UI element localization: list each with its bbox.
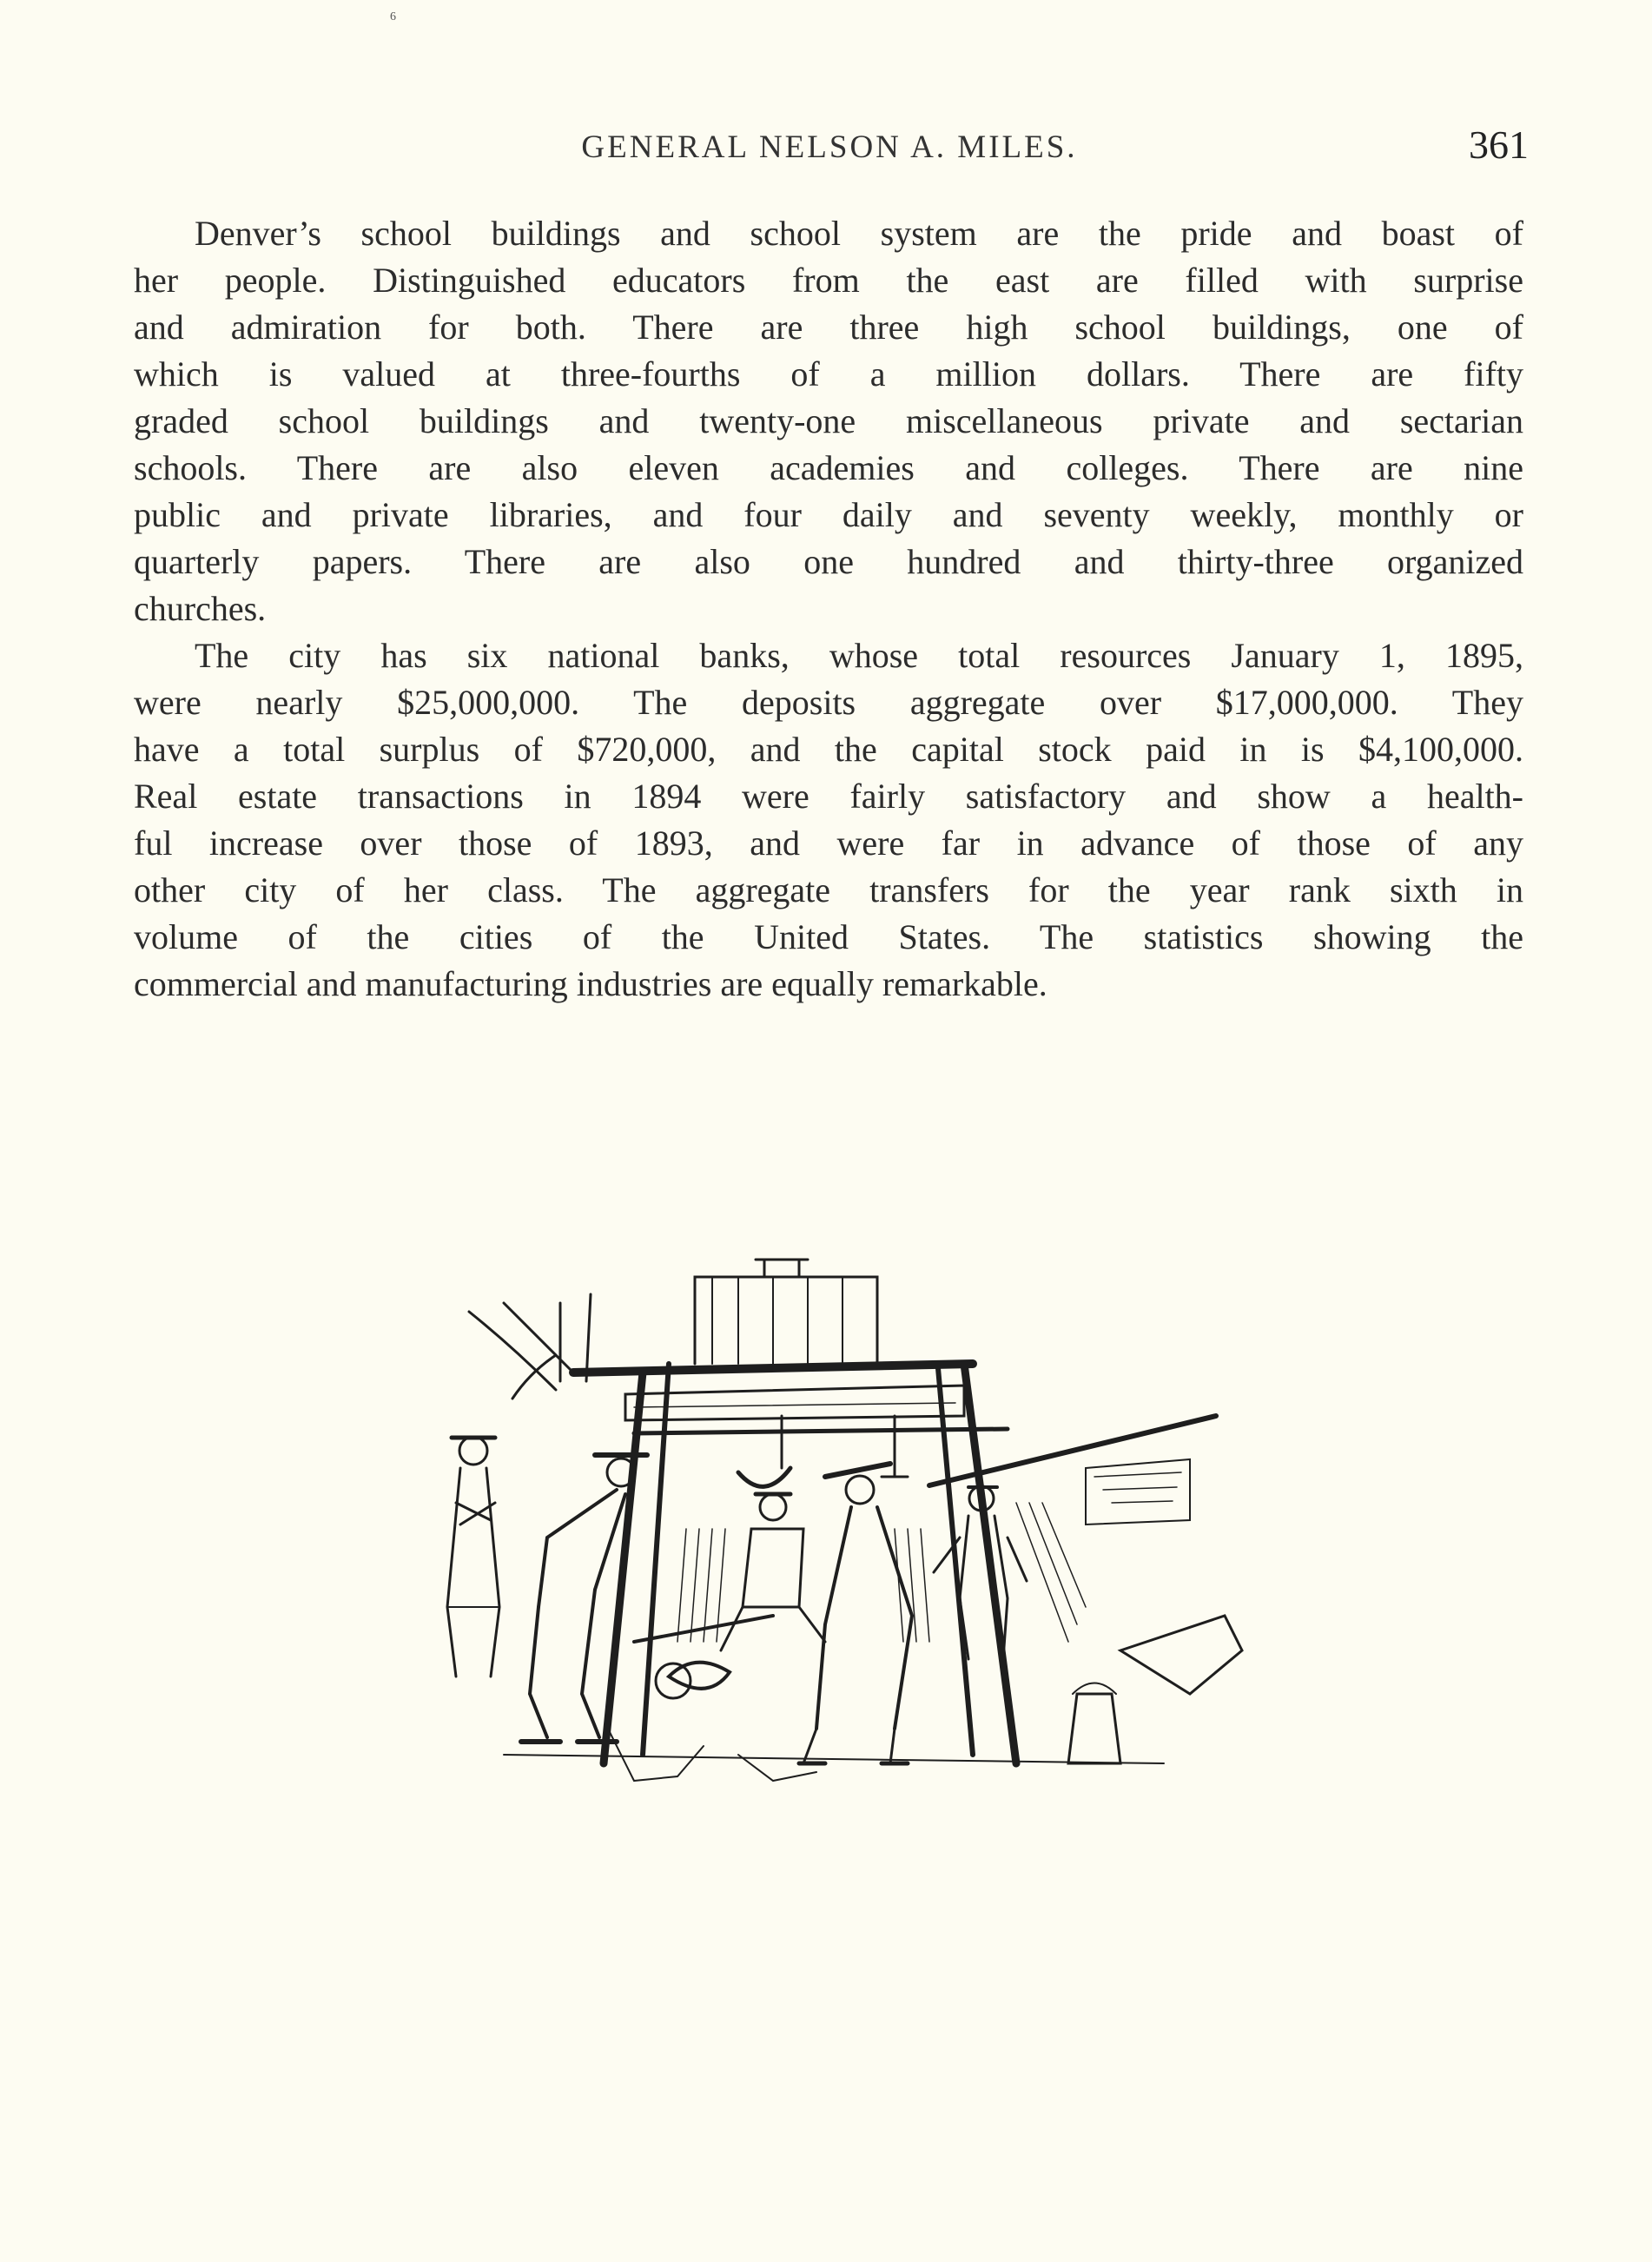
stray-mark: 6 (390, 10, 396, 23)
text-line: churches. (134, 589, 267, 628)
text-line: have a total surplus of $720,000, and the capital stock paid in is $4,100,000. (134, 730, 1523, 769)
text-line: ful increase over those of 1893, and were far in advance of those of any (134, 823, 1523, 863)
text-line: Real estate transactions in 1894 were fairly satisfactory and show a health- (134, 777, 1523, 816)
mining-scene-icon (408, 1242, 1259, 1789)
engraving-svg (408, 1242, 1259, 1789)
running-head (130, 122, 1529, 174)
text-line: volume of the cities of the United States. The statistics showing the (134, 917, 1523, 956)
text-line: graded school buildings and twenty-one miscellaneous private and sectarian (134, 401, 1523, 440)
text-line: quarterly papers. There are also one hundred and thirty-three organized (134, 542, 1523, 581)
text-line: were nearly $25,000,000. The deposits aggregate over $17,000,000. They (134, 683, 1523, 722)
paragraph-1 (134, 210, 1523, 632)
text-line: which is valued at three-fourths of a million dollars. There are fifty (134, 354, 1523, 394)
text-line: her people. Distinguished educators from the east are filled with surprise (134, 261, 1523, 300)
text-line: commercial and manufacturing industries are equally remarkable. (134, 964, 1047, 1003)
text-line: other city of her class. The aggregate transfers for the year rank sixth in (134, 870, 1523, 909)
paragraph-2 (134, 632, 1523, 1008)
text-line: and admiration for both. There are three high school buildings, one of (134, 308, 1523, 347)
text-line: public and private libraries, and four daily and seventy weekly, monthly or (134, 495, 1523, 534)
running-title: GENERAL NELSON A. MILES. (581, 129, 1078, 165)
text-line: The city has six national banks, whose total resources January 1, 1895, (195, 636, 1523, 675)
text-line: Denver’s school buildings and school system are the pride and boast of (195, 214, 1523, 253)
page-number: 361 (1469, 122, 1529, 167)
body-text (134, 210, 1523, 1008)
text-line: schools. There are also eleven academies and colleges. There are nine (134, 448, 1523, 487)
